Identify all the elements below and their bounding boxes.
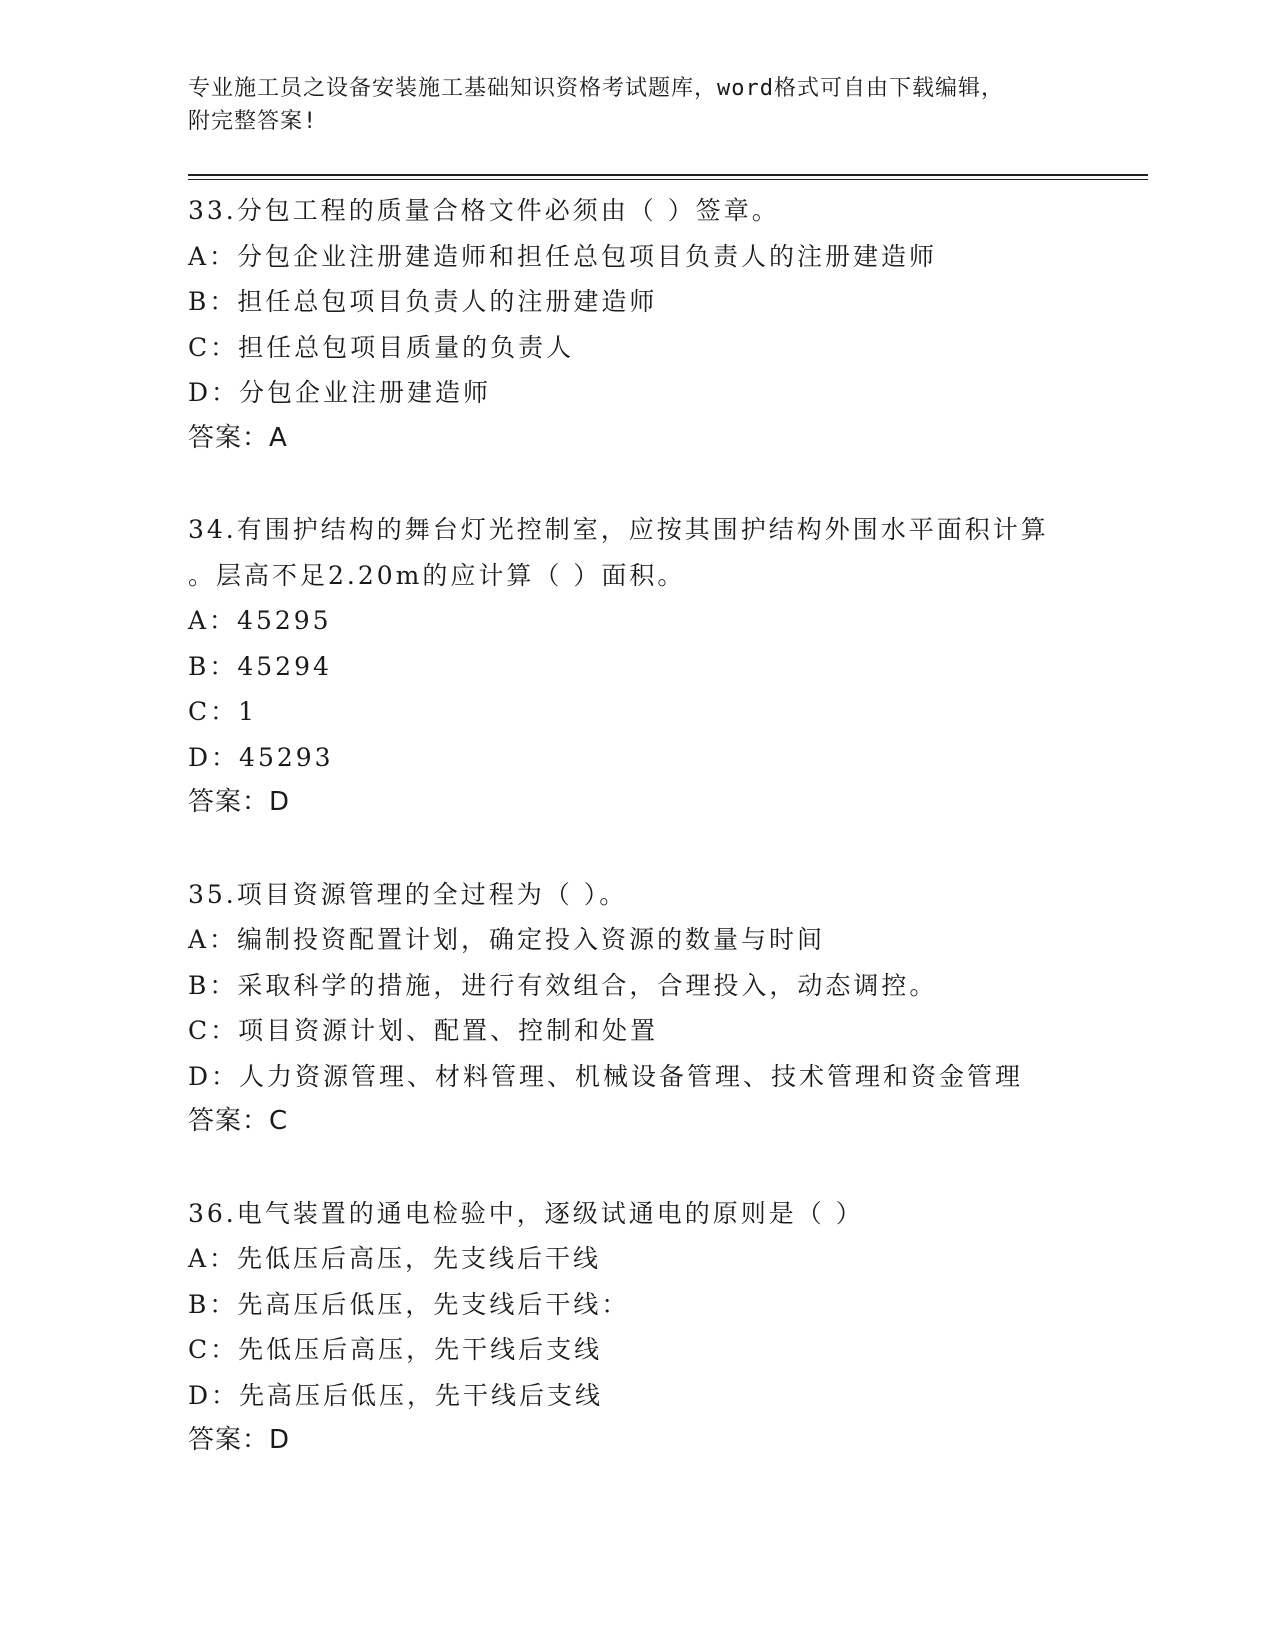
option-c: C：担任总包项目质量的负责人 [188, 332, 575, 362]
option-c: C：项目资源计划、配置、控制和处置 [188, 1016, 659, 1045]
option-d: D：先高压后低压，先干线后支线 [188, 1380, 604, 1410]
option-d: D：人力资源管理、材料管理、机械设备管理、技术管理和资金管理 [188, 1061, 1024, 1091]
answer-label: 答案：C [188, 1106, 289, 1136]
option-b: B：先高压后低压，先支线后干线： [188, 1289, 630, 1319]
option-d: D：分包企业注册建造师 [188, 378, 492, 407]
option-c: C：先低压后高压，先干线后支线 [188, 1335, 603, 1364]
question-stem-continued: 。层高不足2.20m的应计算（ ）面积。 [188, 560, 686, 590]
question-list [188, 188, 1148, 1464]
question-36 [188, 1191, 1148, 1464]
answer-label: 答案：D [188, 1425, 291, 1455]
option-b: B：担任总包项目负责人的注册建造师 [188, 287, 658, 316]
question-34 [188, 507, 1148, 826]
option-d: D：45293 [188, 742, 334, 772]
header-line-2: 附完整答案! [188, 109, 318, 134]
question-stem: 33.分包工程的质量合格文件必须由（ ）签章。 [188, 196, 780, 225]
question-stem: 36.电气装置的通电检验中，逐级试通电的原则是（ ） [188, 1198, 864, 1228]
answer-label: 答案：D [188, 787, 291, 817]
header-divider [188, 174, 1148, 180]
header-line-1: 专业施工员之设备安装施工基础知识资格考试题库，word格式可自由下载编辑， [188, 76, 1004, 101]
option-a: A：先低压后高压，先支线后干线 [188, 1244, 602, 1273]
option-b: B：45294 [188, 651, 332, 681]
question-stem: 34.有围护结构的舞台灯光控制室，应按其围护结构外围水平面积计算 [188, 515, 1049, 544]
option-c: C：1 [188, 697, 258, 726]
option-a: A：编制投资配置计划，确定投入资源的数量与时间 [188, 925, 826, 954]
question-35 [188, 872, 1148, 1145]
option-b: B：采取科学的措施，进行有效组合，合理投入，动态调控。 [188, 970, 938, 1000]
question-33 [188, 188, 1148, 461]
answer-label: 答案：A [188, 422, 288, 453]
document-page [188, 72, 1148, 1510]
option-a: A：分包企业注册建造师和担任总包项目负责人的注册建造师 [188, 241, 938, 271]
option-a: A：45295 [188, 606, 332, 635]
question-stem: 35.项目资源管理的全过程为（ ）。 [188, 879, 628, 909]
